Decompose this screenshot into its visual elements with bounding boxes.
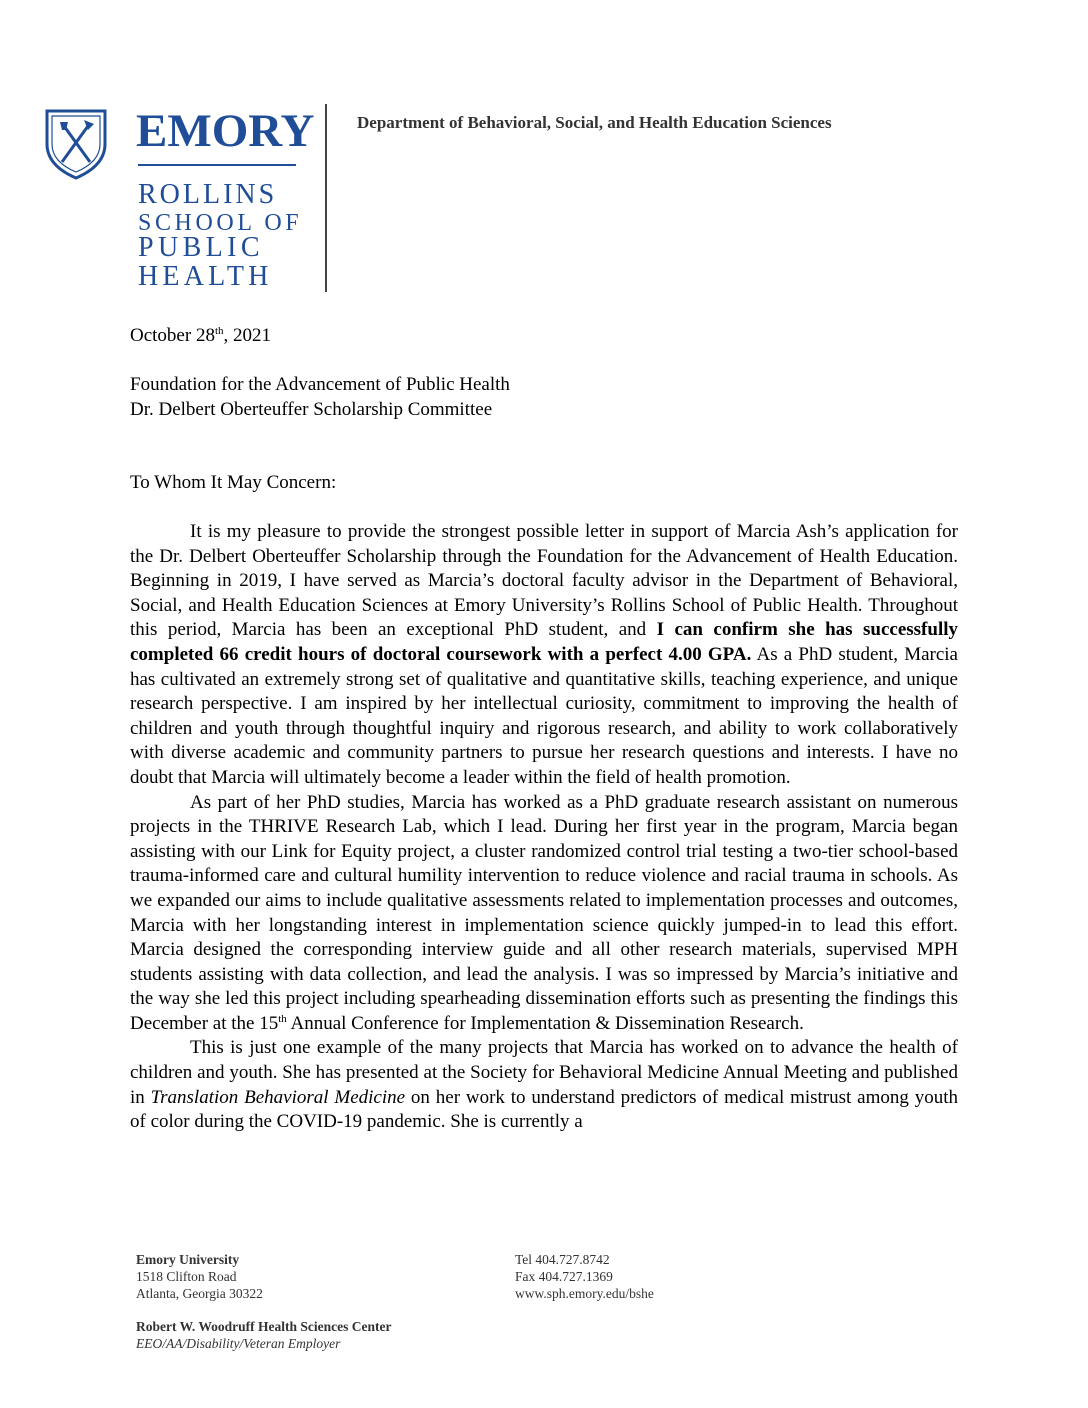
letter-body — [130, 520, 958, 1135]
footer-street: 1518 Clifton Road — [136, 1269, 237, 1284]
footer-city: Atlanta, Georgia 30322 — [136, 1286, 263, 1301]
department-name: Department of Behavioral, Social, and Health Education Sciences — [357, 113, 832, 132]
footer-address — [136, 1251, 263, 1302]
recipient-line: Dr. Delbert Oberteuffer Scholarship Committee — [130, 398, 493, 420]
logo-emory-word: EMORY — [136, 105, 315, 157]
footer-center — [136, 1318, 391, 1352]
recipient-line: Foundation for the Advancement of Public Health — [130, 374, 510, 395]
emory-shield-logo — [44, 108, 108, 180]
logo-rule — [138, 164, 296, 166]
logo-rollins: ROLLINS — [138, 179, 278, 210]
recipient-address — [130, 373, 980, 422]
footer-contact — [515, 1251, 654, 1302]
footer-fax: Fax 404.727.1369 — [515, 1269, 613, 1284]
footer-web: www.sph.emory.edu/bshe — [515, 1286, 654, 1301]
logo-health: HEALTH — [138, 261, 273, 292]
logo-public: PUBLIC — [138, 232, 264, 263]
footer-eeo: EEO/AA/Disability/Veteran Employer — [136, 1336, 341, 1351]
journal-title: Translation Behavioral Medicine — [150, 1086, 406, 1108]
letterhead-divider — [325, 104, 327, 292]
paragraph-2: As part of her PhD studies, Marcia has worked as a PhD graduate research assistant on numerous projects in the THRIVE Research Lab, which I lead. During her first year in the program, Marcia began assisting with our Link for Equity project, a cluster randomized control trial testing a two-tier school-based trauma-informed care and cultural humility intervention to reduce violence and racial trauma in schools. As we expanded our aims to include qualitative assessments related to implementation processes and outcomes, Marcia with her longstanding interest in implementation science quickly jumped-in to lead this effort. Marcia designed the corresponding interview guide and all other research materials, supervised MPH students assisting with data collection, and lead the analysis. I was so impressed by Marcia’s initiative and the way she led this project including spearheading dissemination efforts such as presenting the findings this December at the 15th Annual Conference for Implementation & Dissemination Research. — [130, 791, 958, 1034]
footer-tel: Tel 404.727.8742 — [515, 1252, 610, 1267]
salutation: To Whom It May Concern: — [130, 472, 337, 493]
footer-org: Emory University — [136, 1252, 240, 1267]
logo-school-of: SCHOOL OF — [138, 210, 303, 236]
letter-date: October 28th, 2021 — [130, 325, 272, 346]
paragraph-3: This is just one example of the many projects that Marcia has worked on to advance the health of children and youth. She has presented at the Society for Behavioral Medicine Annual Meeting and published in Translation Behavioral Medicine on her work to understand predictors of medical mistrust among youth of color during the COVID-19 pandemic. She is currently a — [130, 1037, 958, 1133]
gpa-highlight: I can confirm she has successfully completed 66 credit hours of doctoral coursework with a perfect 4.00 GPA. — [130, 619, 959, 665]
paragraph-1: It is my pleasure to provide the strongest possible letter in support of Marcia Ash’s application for the Dr. Delbert Oberteuffer Scholarship through the Foundation for the Advancement of Health Education. Beginning in 2019, I have served as Marcia’s doctoral faculty advisor in the Department of Behavioral, Social, and Health Education Sciences at Emory University’s Rollins School of Public Health. Throughout this period, Marcia has been an exceptional PhD student, and I can confirm she has successfully completed 66 credit hours of doctoral coursework with a perfect 4.00 GPA. As a PhD student, Marcia has cultivated an extremely strong set of qualitative and quantitative skills, teaching experience, and unique research perspective. I am inspired by her intellectual curiosity, commitment to improving the health of children and youth through thoughtful inquiry and rigorous research, and ability to work collaboratively with diverse academic and community partners to pursue her research questions and interests. I have no doubt that Marcia will ultimately become a leader within the field of health promotion. — [130, 521, 959, 788]
footer-center-name: Robert W. Woodruff Health Sciences Center — [136, 1319, 392, 1334]
